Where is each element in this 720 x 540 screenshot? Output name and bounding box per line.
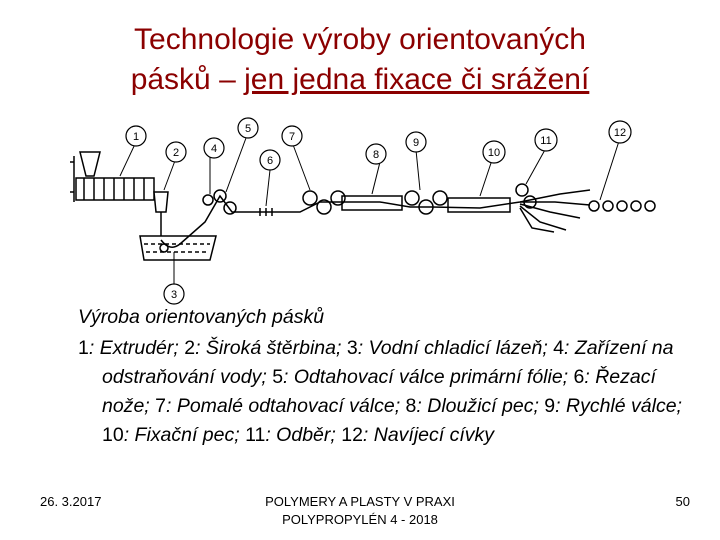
item-number: 11 xyxy=(245,424,266,446)
item-text: : Vodní chladicí lázeň; xyxy=(357,337,554,359)
title-line-2-underlined: jen jedna fixace či srážení xyxy=(244,63,590,96)
dewatering-roll xyxy=(203,195,213,205)
item-number: 4 xyxy=(553,337,565,359)
item-number: 1 xyxy=(78,337,89,359)
item-text: : Fixační pec; xyxy=(123,424,246,446)
item-number: 3 xyxy=(346,337,358,359)
label-3: 3 xyxy=(170,289,178,301)
haul-off-roll-2 xyxy=(224,202,236,214)
caption-heading: Výroba orientovaných pásků xyxy=(78,306,325,328)
item-text: : Široká štěrbina; xyxy=(195,337,347,359)
label-5: 5 xyxy=(244,123,252,135)
label-1: 1 xyxy=(132,131,140,143)
label-10: 10 xyxy=(487,147,501,159)
item-number: 8 xyxy=(405,395,417,417)
item-text: : Zařízení na odstraňování vody; xyxy=(102,337,674,388)
slide-title xyxy=(40,20,680,100)
item-text: : Navíjecí cívky xyxy=(362,424,495,446)
label-12: 12 xyxy=(613,127,627,139)
slit-die xyxy=(154,192,168,240)
water-bath xyxy=(140,236,216,260)
caption xyxy=(78,303,698,450)
process-diagram xyxy=(60,112,660,308)
label-8: 8 xyxy=(372,149,380,161)
item-text: : Řezací nože; xyxy=(102,366,656,417)
item-number: 5 xyxy=(272,366,284,388)
label-7: 7 xyxy=(288,131,296,143)
label-9: 9 xyxy=(412,137,420,149)
label-4: 4 xyxy=(210,143,218,155)
title-line-2 xyxy=(40,60,680,100)
take-off-rolls xyxy=(516,184,536,208)
item-text: : Odběr; xyxy=(265,424,342,446)
page-number: 50 xyxy=(675,494,690,509)
item-number: 2 xyxy=(184,337,196,359)
title-line-1: Technologie výroby orientovaných xyxy=(134,23,586,56)
item-number: 6 xyxy=(573,366,585,388)
drawing-oven xyxy=(342,196,402,210)
item-text: : Rychlé válce; xyxy=(555,395,682,417)
label-6: 6 xyxy=(266,155,274,167)
item-text: : Odtahovací válce primární fólie; xyxy=(283,366,574,388)
item-number: 7 xyxy=(155,395,166,417)
item-text: : Extrudér; xyxy=(88,337,185,359)
item-number: 12 xyxy=(341,424,363,446)
item-text: : Dloužicí pec; xyxy=(416,395,545,417)
label-11: 11 xyxy=(540,135,552,147)
title-line-2-plain: pásků – xyxy=(130,63,245,96)
footer-center xyxy=(220,493,500,529)
caption-body xyxy=(78,334,698,450)
item-number: 9 xyxy=(544,395,556,417)
fast-rolls xyxy=(405,191,447,214)
footer-line-2: POLYPROPYLÉN 4 - 2018 xyxy=(282,512,438,527)
item-number: 10 xyxy=(102,424,124,446)
winding-bobbins xyxy=(589,201,655,211)
footer-line-1: POLYMERY A PLASTY V PRAXI xyxy=(265,494,455,509)
footer-date: 26. 3.2017 xyxy=(40,494,102,509)
extruder xyxy=(70,152,154,202)
item-text: : Pomalé odtahovací válce; xyxy=(165,395,406,417)
label-2: 2 xyxy=(172,147,180,159)
